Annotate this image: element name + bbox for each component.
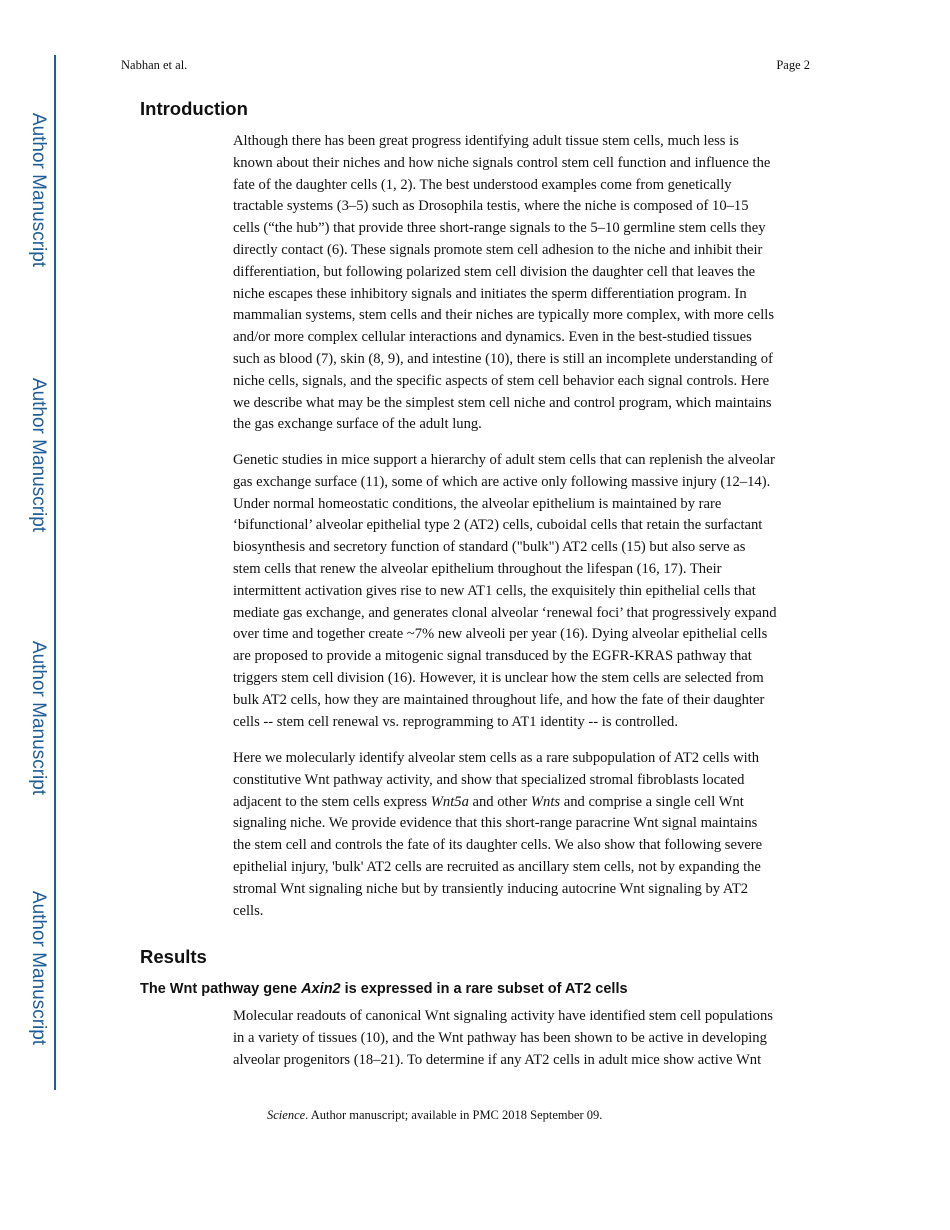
- text-line: niche escapes these inhibitory signals and initiates the sperm differentiation program. In: [233, 285, 747, 302]
- sidebar-rule: [54, 55, 56, 1090]
- text-run: and other: [468, 793, 531, 810]
- text-line: Here we molecularly identify alveolar stem cells as a rare subpopulation of AT2 cells with: [233, 750, 760, 766]
- gene-name: Wnt5a: [430, 793, 469, 810]
- text-line: stem cells that renew the alveolar epithelium throughout the lifespan (16, 17). Their: [233, 560, 722, 577]
- text-line: signaling niche. We provide evidence that this short-range paracrine Wnt signal maintains: [233, 815, 758, 832]
- section-heading-introduction: Introduction: [140, 98, 248, 119]
- text-line: triggers stem cell division (16). However, it is unclear how the stem cells are selected from: [233, 669, 764, 686]
- text-line: alveolar progenitors (18–21). To determine if any AT2 cells in adult mice show active Wnt: [233, 1051, 762, 1068]
- intro-paragraph-3: [233, 748, 823, 922]
- text-line: biosynthesis and secretory function of standard ("bulk") AT2 cells (15) but also serve as: [233, 539, 746, 556]
- subsection-heading: [140, 981, 628, 997]
- text-line: stromal Wnt signaling niche but by transiently inducing autocrine Wnt signaling by AT2: [233, 880, 749, 897]
- text-line: the gas exchange surface of the adult lung.: [233, 416, 482, 433]
- text-line: known about their niches and how niche signals control stem cell function and influence the: [233, 154, 771, 171]
- text-line: over time and together create ~7% new alveoli per year (16). Dying alveolar epithelial cells: [233, 626, 768, 643]
- text-line: intermittent activation gives rise to new AT1 cells, the exquisitely thin epithelial cells that: [233, 582, 756, 599]
- paragraph-rest: [233, 813, 823, 922]
- intro-paragraph-1: [233, 131, 823, 436]
- intro-paragraph-2: [233, 450, 823, 733]
- text-line: Although there has been great progress identifying adult tissue stem cells, much less is: [233, 133, 739, 149]
- text-line: such as blood (7), skin (8, 9), and intestine (10), there is still an incomplete understanding of: [233, 350, 773, 367]
- gene-name: Axin2: [301, 981, 341, 997]
- text-line: mediate gas exchange, and generates clonal alveolar ‘renewal foci’ that progressively expand: [233, 604, 777, 621]
- journal-name: Science: [267, 1108, 306, 1122]
- text-line: the stem cell and controls the fate of its daughter cells. We also show that following severe: [233, 837, 763, 854]
- text-line: epithelial injury, 'bulk' AT2 cells are recruited as ancillary stem cells, not by expanding the: [233, 858, 761, 875]
- author-manuscript-text: Author Manuscript: [28, 377, 49, 533]
- author-manuscript-text: Author Manuscript: [28, 640, 49, 796]
- text-line: gas exchange surface (11), some of which are active only following massive injury (12–14).: [233, 473, 771, 490]
- text-line: bulk AT2 cells, how they are maintained throughout life, and how the fate of their daughter: [233, 691, 765, 708]
- footer-text: . Author manuscript; available in PMC 2018 September 09.: [305, 1108, 603, 1122]
- text-line: cells (“the hub”) that provide three short-range signals to the 5–10 germline stem cells they: [233, 220, 766, 237]
- text-line: Under normal homeostatic conditions, the alveolar epithelium is maintained by rare: [233, 495, 722, 512]
- text-line: cells.: [233, 902, 264, 919]
- footer-citation: [267, 1108, 602, 1123]
- text-line: we describe what may be the simplest stem cell niche and control program, which maintains: [233, 394, 772, 411]
- author-manuscript-text: Author Manuscript: [28, 890, 49, 1046]
- running-head-author: Nabhan et al.: [121, 58, 188, 72]
- text-line: [233, 792, 823, 814]
- text-line: Genetic studies in mice support a hierarchy of adult stem cells that can replenish the alveolar: [233, 452, 775, 468]
- text-run: adjacent to the stem cells express: [233, 793, 431, 810]
- text-line: cells -- stem cell renewal vs. reprogramming to AT1 identity -- is controlled.: [233, 713, 678, 730]
- text-line: Molecular readouts of canonical Wnt signaling activity have identified stem cell populations: [233, 1008, 773, 1024]
- text-line: tractable systems (3–5) such as Drosophila testis, where the niche is composed of 10–15: [233, 198, 749, 215]
- text-line: directly contact (6). These signals promote stem cell adhesion to the niche and inhibit their: [233, 241, 763, 258]
- text-line: are proposed to provide a mitogenic signal transduced by the EGFR-KRAS pathway that: [233, 648, 752, 665]
- gene-name: Wnts: [530, 793, 561, 810]
- text-line: ‘bifunctional’ alveolar epithelial type 2 (AT2) cells, cuboidal cells that retain the surfactant: [233, 517, 763, 534]
- author-manuscript-text: Author Manuscript: [28, 112, 49, 268]
- page-number: Page 2: [776, 58, 810, 72]
- text-run: The Wnt pathway gene: [140, 981, 302, 997]
- text-line: fate of the daughter cells (1, 2). The best understood examples come from genetically: [233, 176, 732, 193]
- text-run: is expressed in a rare subset of AT2 cells: [340, 981, 628, 997]
- text-line: and/or more complex cellular interactions and dynamics. Even in the best-studied tissues: [233, 329, 752, 346]
- text-line: differentiation, but following polarized stem cell division the daughter cell that leaves the: [233, 263, 756, 280]
- text-line: in a variety of tissues (10), and the Wnt pathway has been shown to be active in developing: [233, 1029, 767, 1046]
- section-heading-results: Results: [140, 946, 207, 967]
- text-run: and comprise a single cell Wnt: [560, 793, 744, 810]
- text-line: constitutive Wnt pathway activity, and show that specialized stromal fibroblasts located: [233, 771, 745, 788]
- text-line: mammalian systems, stem cells and their niches are typically more complex, with more cells: [233, 307, 775, 324]
- results-paragraph-1: [233, 1006, 823, 1071]
- text-line: niche cells, signals, and the specific aspects of stem cell behavior each signal controls. Here: [233, 372, 770, 389]
